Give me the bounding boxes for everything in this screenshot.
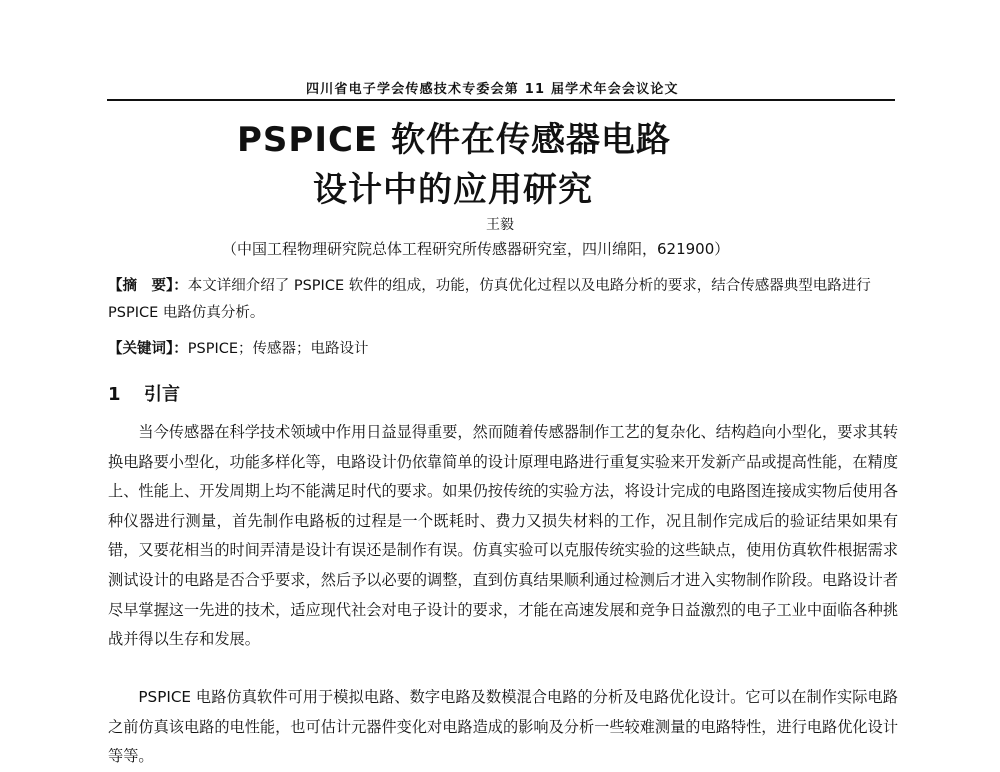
paper-title-line-1: PSPICE 软件在传感器电路 [237,120,671,160]
abstract [108,273,898,327]
body-paragraph: 当今传感器在科学技术领域中作用日益显得重要，然而随着传感器制作工艺的复杂化、结构趋向小型化，要求其转换电路要小型化，功能多样化等，电路设计仍依靠简单的设计原理电路进行重复实验来开发新产品或提高性能，在精度上、性能上、开发周期上均不能满足时代的要求。如果仍按传统的实验方法，将设计完成的电路图连接成实物后使用各种仪器进行测量，首先制作电路板的过程是一个既耗时、费力又损失材料的工作，况且制作完成后的验证结果如果有错，又要花相当的时间弄清是设计有误还是制作有误。仿真实验可以克服传统实验的这些缺点，使用仿真软件根据需求测试设计的电路是否合乎要求，然后予以必要的调整，直到仿真结果顺利通过检测后才进入实物制作阶段。电路设计者尽早掌握这一先进的技术，适应现代社会对电子设计的要求，才能在高速发展和竞争日益激烈的电子工业中面临各种挑战并得以生存和发展。 [108,423,898,649]
header-rule [107,99,895,101]
section-heading [108,380,180,406]
running-header: 四川省电子学会传感技术专委会第 11 届学术年会会议论文 [306,82,679,97]
author-name: 王毅 [486,217,514,233]
keywords-text: PSPICE；传感器；电路设计 [187,341,369,357]
abstract-label: 【摘 要】： [108,278,188,294]
section-number: 1 [108,384,121,405]
keywords [108,337,898,361]
body-paragraph: PSPICE 电路仿真软件可用于模拟电路、数字电路及数模混合电路的分析及电路优化设计。它可以在制作实际电路之前仿真该电路的电性能，也可估计元器件变化对电路造成的影响及分析一些较难测量的电路特性，进行电路优化设计等等。 [108,688,898,766]
paper-title-line-2: 设计中的应用研究 [313,170,593,210]
keywords-label: 【关键词】： [108,341,188,357]
section-title: 引言 [144,384,180,405]
abstract-text: 本文详细介绍了 PSPICE 软件的组成，功能，仿真优化过程以及电路分析的要求，结合传感器典型电路进行 PSPICE 电路仿真分析。 [108,278,871,321]
author-affiliation: （中国工程物理研究院总体工程研究所传感器研究室，四川绵阳，621900） [222,240,730,258]
